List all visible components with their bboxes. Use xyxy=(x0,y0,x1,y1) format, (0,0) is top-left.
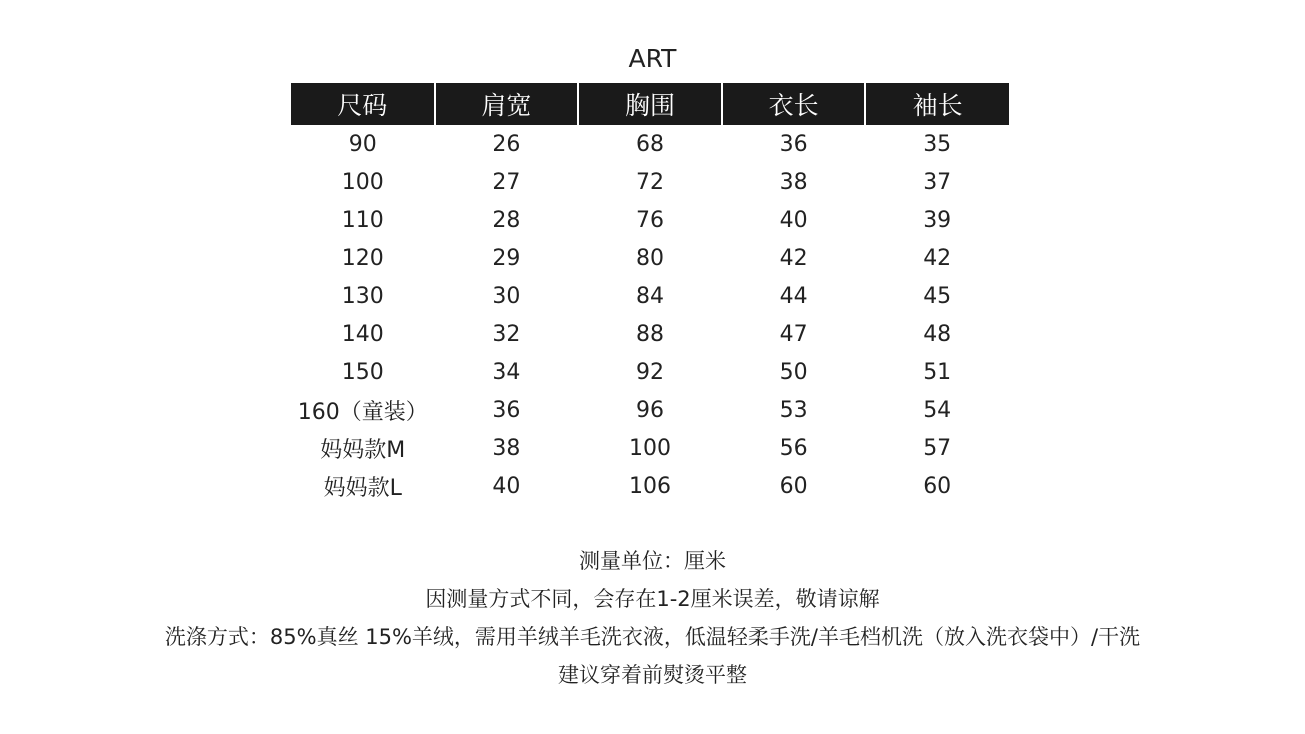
cell-sleeve: 42 xyxy=(923,245,952,271)
note-measurement-unit: 测量单位：厘米 xyxy=(579,549,726,573)
cell-sleeve: 39 xyxy=(923,207,952,233)
cell-chest: 84 xyxy=(635,283,664,309)
header-length: 衣长 xyxy=(722,83,866,125)
table-row xyxy=(291,201,1009,239)
cell-sleeve: 35 xyxy=(923,131,952,157)
note-ironing-advice: 建议穿着前熨烫平整 xyxy=(558,663,747,687)
cell-size: 妈妈款M xyxy=(320,437,406,463)
table-row xyxy=(291,353,1009,391)
cell-shoulder: 32 xyxy=(492,321,521,347)
cell-shoulder: 29 xyxy=(492,245,521,271)
table-row xyxy=(291,277,1009,315)
cell-length: 44 xyxy=(779,283,808,309)
cell-size: 110 xyxy=(341,207,384,233)
note-measurement-error: 因测量方式不同，会存在1-2厘米误差，敬请谅解 xyxy=(425,587,880,611)
cell-shoulder: 36 xyxy=(492,397,521,423)
cell-chest: 106 xyxy=(628,473,671,499)
cell-length: 60 xyxy=(779,473,808,499)
cell-length: 36 xyxy=(779,131,808,157)
table-row xyxy=(291,429,1009,467)
cell-sleeve: 45 xyxy=(923,283,952,309)
note-washing-instructions: 洗涤方式：85%真丝 15%羊绒，需用羊绒羊毛洗衣液，低温轻柔手洗/羊毛档机洗（放入洗衣袋中）/干洗 xyxy=(164,625,1141,649)
cell-shoulder: 34 xyxy=(492,359,521,385)
cell-sleeve: 57 xyxy=(923,435,952,461)
table-row xyxy=(291,315,1009,353)
table-row xyxy=(291,163,1009,201)
cell-size: 100 xyxy=(341,169,384,195)
cell-chest: 96 xyxy=(635,397,664,423)
cell-size: 160（童装） xyxy=(297,399,428,425)
cell-chest: 72 xyxy=(635,169,664,195)
cell-size: 130 xyxy=(341,283,384,309)
cell-size: 妈妈款L xyxy=(323,475,402,501)
cell-sleeve: 48 xyxy=(923,321,952,347)
cell-size: 140 xyxy=(341,321,384,347)
cell-size: 120 xyxy=(341,245,384,271)
cell-length: 40 xyxy=(779,207,808,233)
cell-length: 50 xyxy=(779,359,808,385)
cell-shoulder: 27 xyxy=(492,169,521,195)
header-chest: 胸围 xyxy=(578,83,722,125)
table-row xyxy=(291,125,1009,163)
cell-chest: 100 xyxy=(628,435,671,461)
cell-shoulder: 26 xyxy=(492,131,521,157)
cell-sleeve: 60 xyxy=(923,473,952,499)
header-sleeve: 袖长 xyxy=(865,83,1009,125)
cell-sleeve: 51 xyxy=(923,359,952,385)
cell-chest: 68 xyxy=(635,131,664,157)
table-row xyxy=(291,467,1009,505)
cell-shoulder: 40 xyxy=(492,473,521,499)
size-chart-table xyxy=(291,83,1009,505)
cell-sleeve: 54 xyxy=(923,397,952,423)
cell-length: 53 xyxy=(779,397,808,423)
cell-chest: 76 xyxy=(635,207,664,233)
cell-length: 56 xyxy=(779,435,808,461)
cell-chest: 92 xyxy=(635,359,664,385)
page-title: ART xyxy=(628,44,677,73)
cell-sleeve: 37 xyxy=(923,169,952,195)
cell-length: 38 xyxy=(779,169,808,195)
notes-block xyxy=(0,542,1305,694)
cell-chest: 80 xyxy=(635,245,664,271)
table-row xyxy=(291,239,1009,277)
header-size: 尺码 xyxy=(291,83,435,125)
header-shoulder: 肩宽 xyxy=(435,83,579,125)
cell-shoulder: 30 xyxy=(492,283,521,309)
cell-size: 90 xyxy=(348,131,377,157)
table-row xyxy=(291,391,1009,429)
cell-length: 42 xyxy=(779,245,808,271)
table-header-row xyxy=(291,83,1009,125)
cell-shoulder: 28 xyxy=(492,207,521,233)
cell-shoulder: 38 xyxy=(492,435,521,461)
cell-size: 150 xyxy=(341,359,384,385)
cell-length: 47 xyxy=(779,321,808,347)
cell-chest: 88 xyxy=(635,321,664,347)
